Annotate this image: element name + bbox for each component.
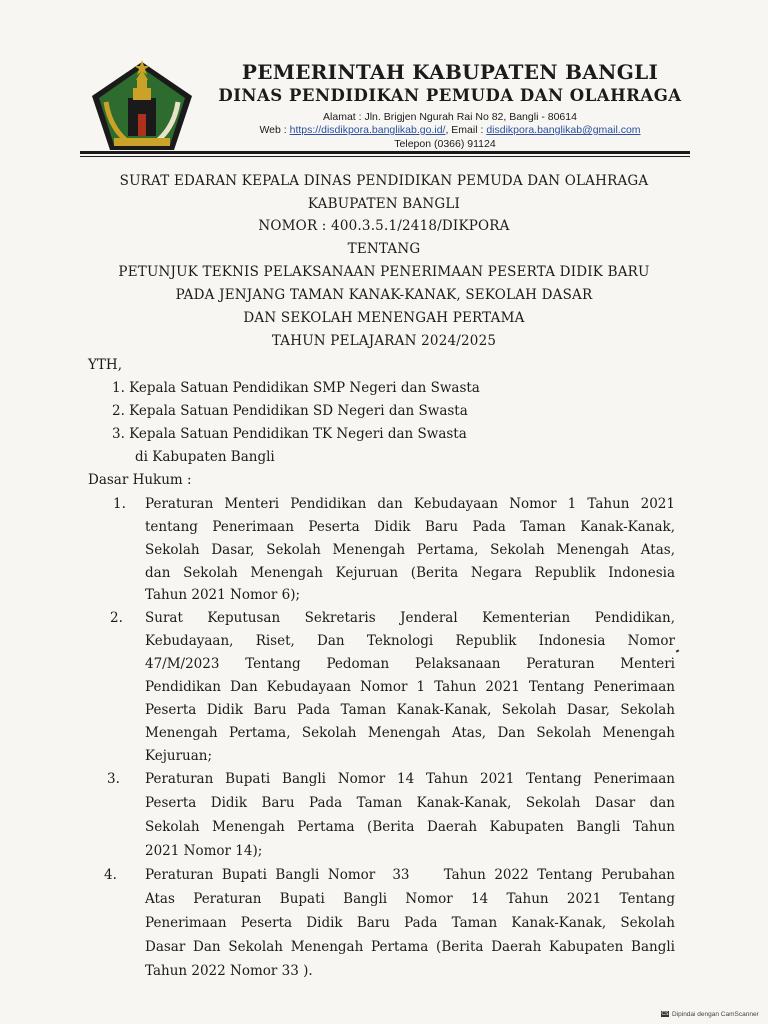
letter-number: NOMOR : 400.3.5.1/2418/DIKPORA bbox=[258, 218, 510, 234]
addressee-item: 3. Kepala Satuan Pendidikan TK Negeri dan Swasta bbox=[112, 426, 467, 442]
letterhead-web-email bbox=[200, 124, 700, 136]
subject-line-1: PETUNJUK TEKNIS PELAKSANAAN PENERIMAAN PESERTA DIDIK BARU bbox=[118, 264, 650, 280]
web-label: Web : bbox=[259, 124, 290, 136]
letterhead-department: DINAS PENDIDIKAN PEMUDA DAN OLAHRAGA bbox=[218, 86, 682, 105]
letterhead-phone: Telepon (0366) 91124 bbox=[394, 138, 496, 150]
email-label: , Email : bbox=[445, 124, 487, 136]
letterhead-rule-thin bbox=[80, 156, 690, 157]
legal-item-number: 4. bbox=[104, 867, 117, 883]
addressee-heading: YTH, bbox=[88, 357, 122, 373]
academic-year: TAHUN PELAJARAN 2024/2025 bbox=[271, 333, 497, 349]
letterhead-address: Alamat : Jln. Brigjen Ngurah Rai No 82, Bangli - 80614 bbox=[323, 111, 577, 123]
legal-item-line: Menengah Pertama, Sekolah Menengah Atas, Dan Sekolah Menengah bbox=[145, 725, 675, 741]
website-link[interactable]: https://disdikpora.banglikab.go.id/ bbox=[289, 124, 446, 136]
subject-line-3: DAN SEKOLAH MENENGAH PERTAMA bbox=[243, 310, 525, 326]
legal-item-number: 2. bbox=[110, 610, 123, 626]
legal-item-number: 1. bbox=[113, 496, 126, 512]
title-line-2: KABUPATEN BANGLI bbox=[307, 196, 461, 212]
bangli-regency-emblem bbox=[88, 58, 196, 154]
addressee-location: di Kabupaten Bangli bbox=[135, 449, 275, 465]
legal-item-line: Atas Peraturan Bupati Bangli Nomor 14 Tahun 2021 Tentang bbox=[145, 891, 675, 907]
legal-item-line: 2021 Nomor 14); bbox=[145, 843, 263, 859]
legal-item-line: dan Sekolah Menengah Kejuruan (Berita Negara Republik Indonesia bbox=[145, 565, 675, 581]
addressee-item: 1. Kepala Satuan Pendidikan SMP Negeri dan Swasta bbox=[112, 380, 480, 396]
subject-line-2: PADA JENJANG TAMAN KANAK-KANAK, SEKOLAH DASAR bbox=[175, 287, 593, 303]
legal-item-line: Dasar Dan Sekolah Menengah Pertama (Berita Daerah Kabupaten Bangli bbox=[145, 939, 675, 955]
legal-item-line: Pendidikan Dan Kebudayaan Nomor 1 Tahun 2021 Tentang Penerimaan bbox=[145, 679, 675, 695]
scanner-label: Dipindai dengan CamScanner bbox=[672, 1011, 759, 1018]
scanner-watermark bbox=[661, 1011, 759, 1018]
legal-item-line: Penerimaan Peserta Didik Baru Pada Taman Kanak-Kanak, Sekolah bbox=[145, 915, 675, 931]
title-line-1: SURAT EDARAN KEPALA DINAS PENDIDIKAN PEMUDA DAN OLAHRAGA bbox=[119, 173, 649, 189]
legal-item-line: Surat Keputusan Sekretaris Jenderal Kementerian Pendidikan, bbox=[145, 610, 675, 626]
legal-item-number: 3. bbox=[107, 771, 120, 787]
legal-item-line: Peserta Didik Baru Pada Taman Kanak-Kanak, Sekolah Dasar, Sekolah bbox=[145, 702, 675, 718]
email-link[interactable]: disdikpora.banglikab@gmail.com bbox=[486, 124, 641, 136]
title-about: TENTANG bbox=[347, 241, 421, 257]
legal-item-line: Kebudayaan, Riset, Dan Teknologi Republik Indonesia Nomor bbox=[145, 633, 675, 649]
legal-item-line: Peraturan Bupati Bangli Nomor 33 Tahun 2022 Tentang Perubahan bbox=[145, 867, 675, 883]
scan-speck bbox=[676, 649, 680, 652]
legal-item-line: Peraturan Menteri Pendidikan dan Kebudayaan Nomor 1 Tahun 2021 bbox=[145, 496, 675, 512]
addressee-item: 2. Kepala Satuan Pendidikan SD Negeri dan Swasta bbox=[112, 403, 468, 419]
legal-item-line: Sekolah Menengah Pertama (Berita Daerah Kabupaten Bangli Tahun bbox=[145, 819, 675, 835]
legal-item-line: Peserta Didik Baru Pada Taman Kanak-Kanak, Sekolah Dasar dan bbox=[145, 795, 675, 811]
legal-item-line: Sekolah Dasar, Sekolah Menengah Pertama, Sekolah Menengah Atas, bbox=[145, 542, 675, 558]
legal-item-line: 47/M/2023 Tentang Pedoman Pelaksanaan Peraturan Menteri bbox=[145, 656, 675, 672]
letterhead-government: PEMERINTAH KABUPATEN BANGLI bbox=[241, 60, 659, 84]
legal-item-line: Kejuruan; bbox=[145, 748, 213, 764]
legal-basis-heading: Dasar Hukum : bbox=[88, 472, 192, 488]
legal-item-line: Tahun 2021 Nomor 6); bbox=[145, 587, 301, 603]
letterhead-rule-thick bbox=[80, 151, 690, 154]
legal-item-line: tentang Penerimaan Peserta Didik Baru Pada Taman Kanak-Kanak, bbox=[145, 519, 675, 535]
legal-item-line: Peraturan Bupati Bangli Nomor 14 Tahun 2021 Tentang Penerimaan bbox=[145, 771, 675, 787]
legal-item-line: Tahun 2022 Nomor 33 ). bbox=[145, 963, 313, 979]
camscanner-icon: CS bbox=[661, 1011, 669, 1018]
